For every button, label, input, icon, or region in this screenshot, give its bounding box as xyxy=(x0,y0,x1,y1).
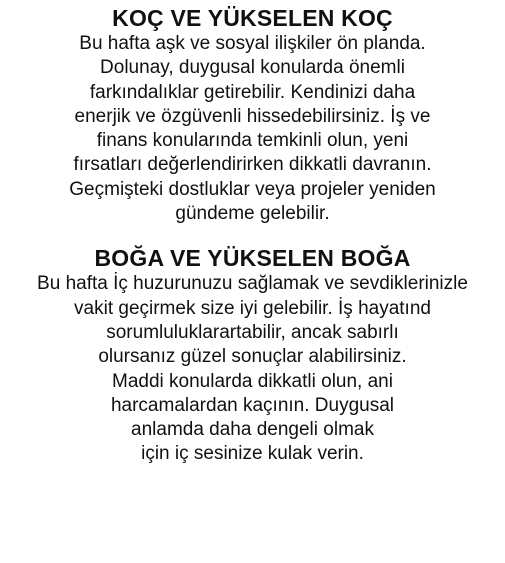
section-body-koc xyxy=(6,32,499,226)
text-line: Bu hafta İç huzurunuzu sağlamak ve sevdiklerinizle xyxy=(37,273,468,295)
text-line: Geçmişteki dostluklar veya projeler yeniden xyxy=(69,178,436,200)
text-line: gündeme gelebilir. xyxy=(175,203,330,225)
text-line: fırsatları değerlendirirken dikkatli davranın. xyxy=(73,154,432,176)
text-line: finans konularında temkinli olun, yeni xyxy=(96,130,409,152)
section-body-boga xyxy=(6,272,499,466)
text-line: olursanız güzel sonuçlar alabilirsiniz. xyxy=(98,346,407,368)
text-line: harcamalardan kaçının. Duygusal xyxy=(110,394,395,416)
text-line: Dolunay, duygusal konularda önemli xyxy=(100,57,405,79)
text-line: vakit geçirmek size iyi gelebilir. İş hayatınd xyxy=(74,297,431,319)
text-line: Bu hafta aşk ve sosyal ilişkiler ön planda. xyxy=(79,33,426,54)
text-line: anlamda daha dengeli olmak xyxy=(131,419,374,441)
section-boga xyxy=(6,244,499,466)
section-koc xyxy=(6,4,499,226)
text-line: farkındalıklar getirebilir. Kendinizi daha xyxy=(89,81,416,103)
section-divider-space xyxy=(6,226,499,244)
text-line: sorumluluklarartabilir, ancak sabırlı xyxy=(106,321,399,343)
section-title-koc: KOÇ VE YÜKSELEN KOÇ xyxy=(112,5,393,31)
text-line: enerjik ve özgüvenli hissedebilirsiniz. İş ve xyxy=(74,105,431,127)
text-line: için iç sesinize kulak verin. xyxy=(141,443,364,465)
section-title-boga: BOĞA VE YÜKSELEN BOĞA xyxy=(94,245,411,272)
text-line: Maddi konularda dikkatli olun, ani xyxy=(112,370,393,392)
